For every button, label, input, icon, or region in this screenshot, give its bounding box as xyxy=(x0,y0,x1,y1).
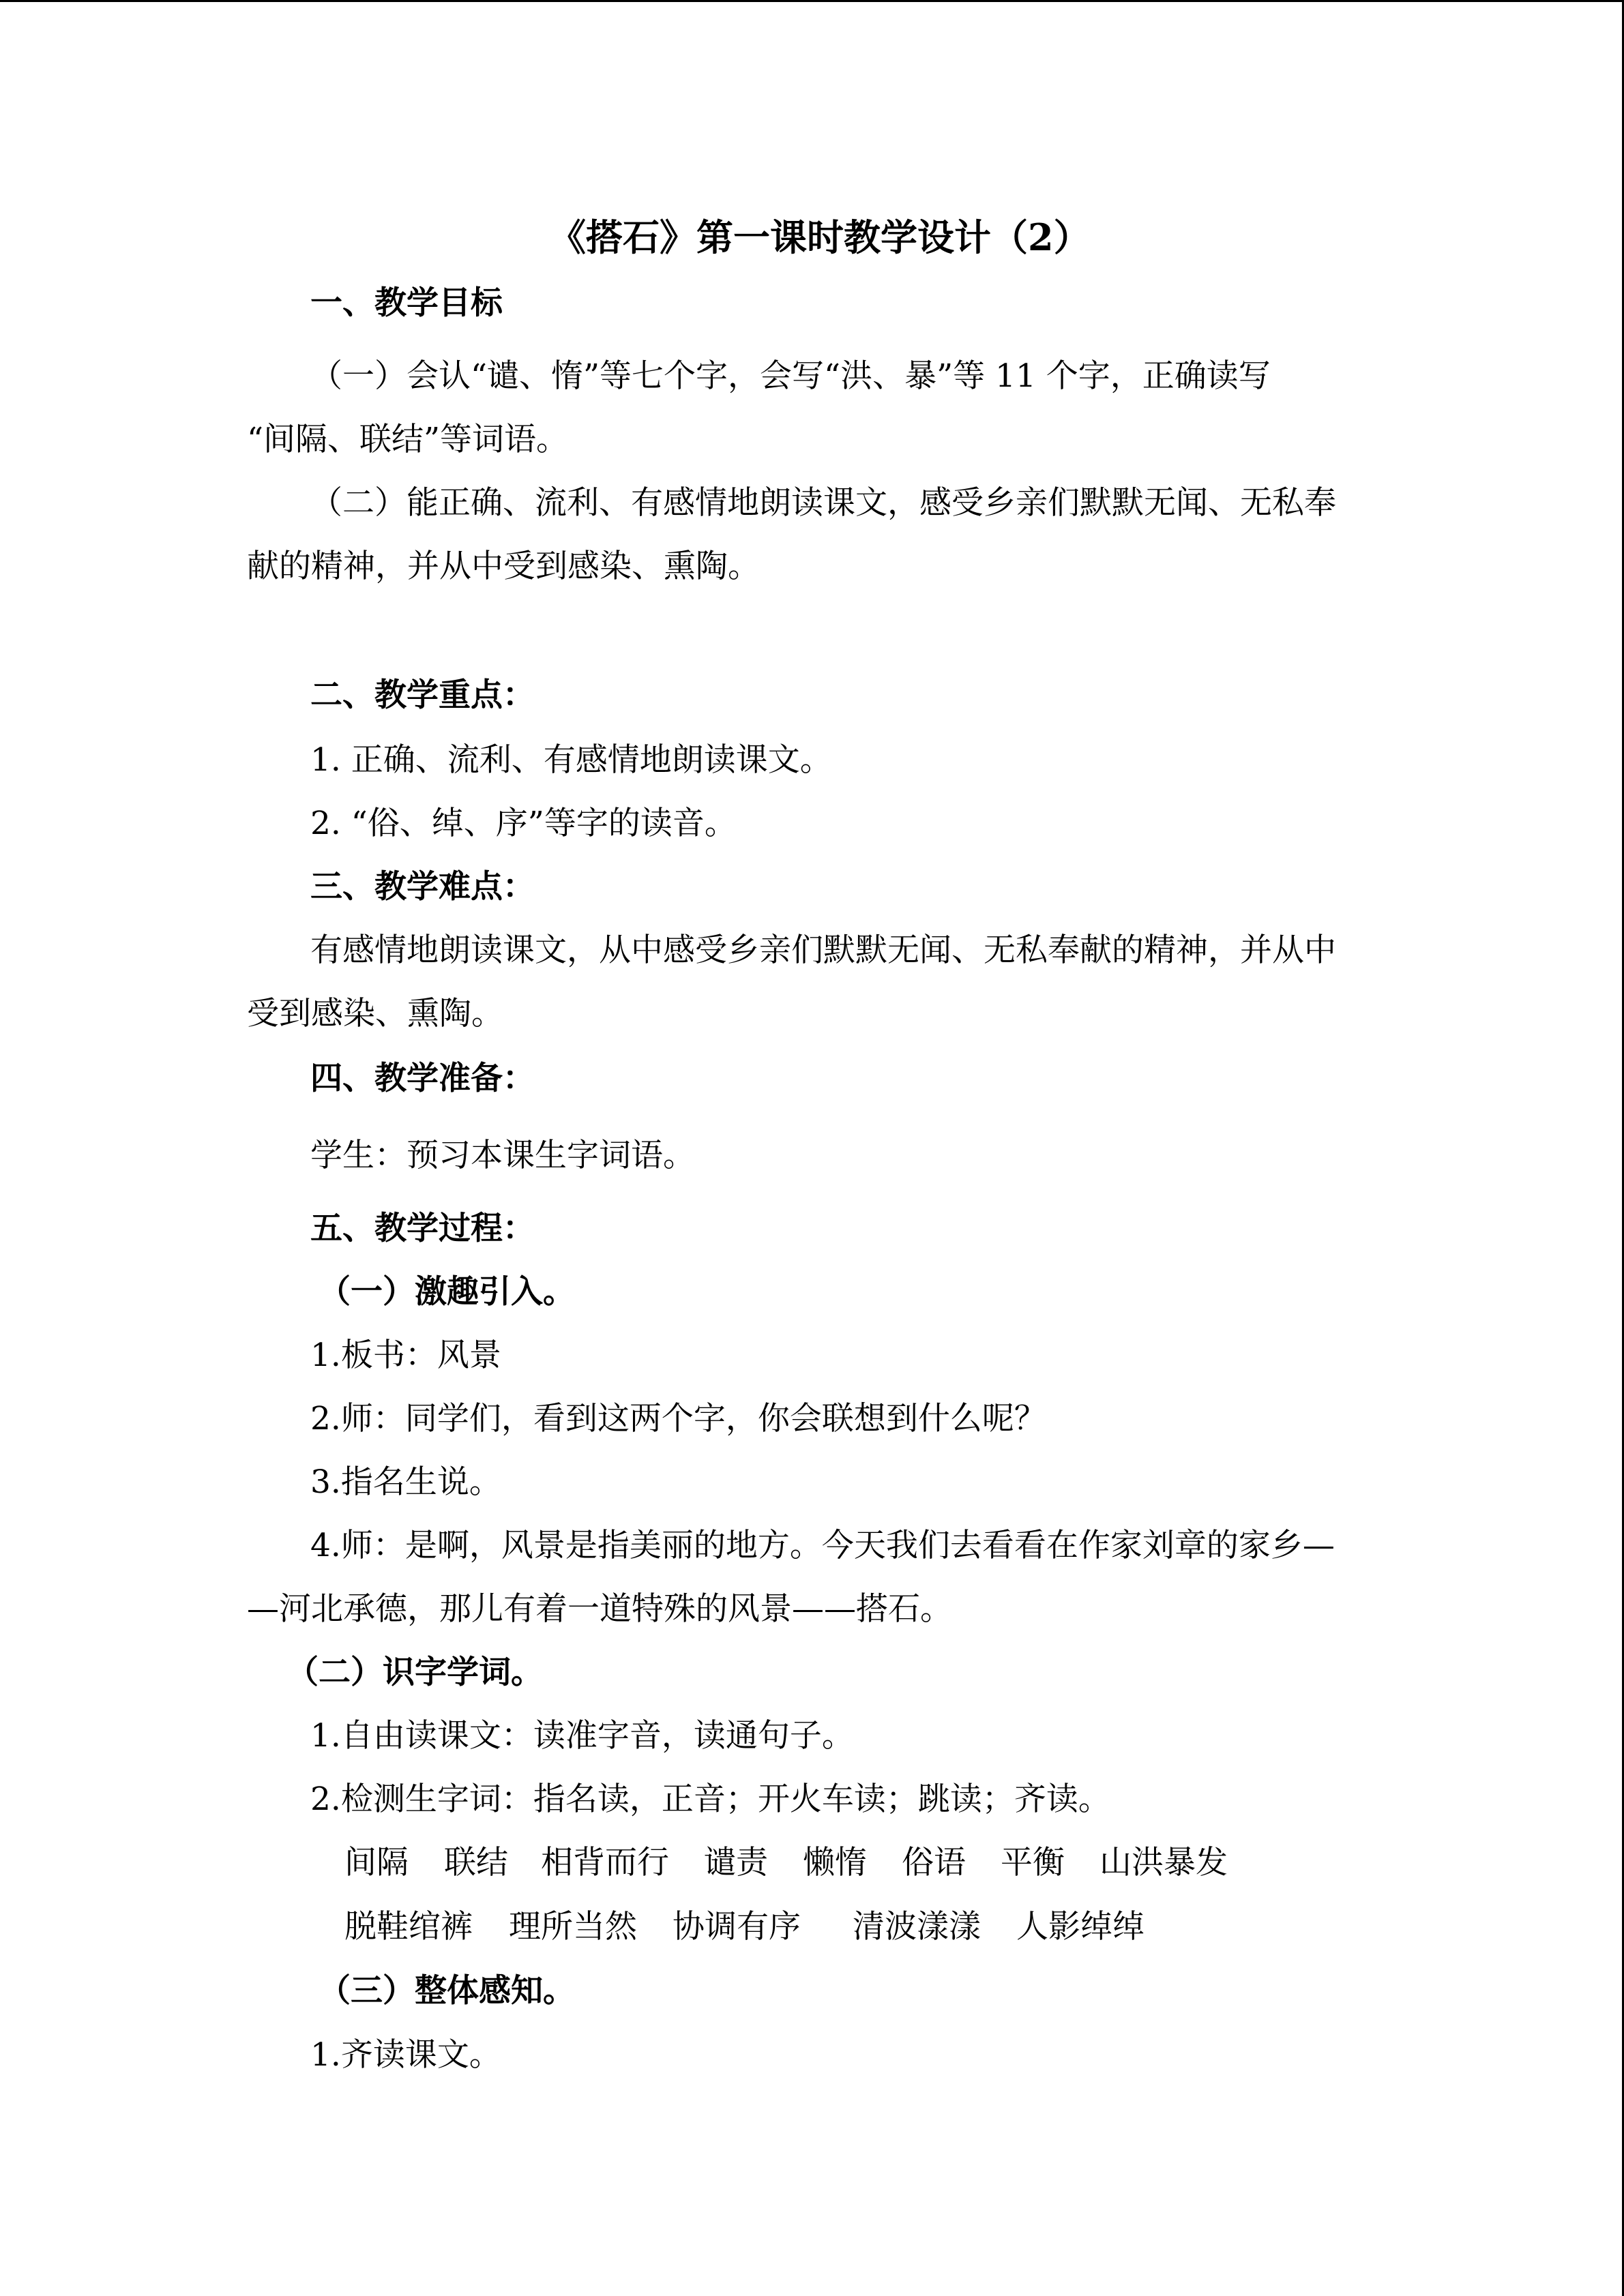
vocab-word: 协调有序 xyxy=(673,1908,801,1945)
vocab-word: 联结 xyxy=(444,1844,508,1881)
step-1-item-4-line-2: —河北承德，那儿有着一道特殊的风景——搭石。 xyxy=(247,1590,952,1628)
step-1-item-4-line-1: 4.师：是啊，风景是指美丽的地方。今天我们去看看在作家刘章的家乡— xyxy=(310,1527,1335,1564)
key-point-2: 2. “俗、绰、序”等字的读音。 xyxy=(310,805,737,842)
vocab-word: 间隔 xyxy=(344,1844,409,1881)
difficulty-line-2: 受到感染、熏陶。 xyxy=(247,995,503,1032)
document-title: 《搭石》第一课时教学设计（2） xyxy=(549,215,1091,259)
step-3-item-1: 1.齐读课文。 xyxy=(310,2036,501,2074)
process-step-3-heading: （三）整体感知。 xyxy=(319,1972,575,2010)
objective-1-line-2: “间隔、联结”等词语。 xyxy=(247,421,569,458)
step-1-item-3: 3.指名生说。 xyxy=(310,1463,501,1501)
vocab-word: 清波漾漾 xyxy=(853,1908,981,1945)
key-point-1: 1. 正确、流利、有感情地朗读课文。 xyxy=(310,741,832,779)
objective-2-line-2: 献的精神，并从中受到感染、熏陶。 xyxy=(247,548,760,585)
process-step-1-heading: （一）激趣引入。 xyxy=(319,1273,575,1311)
objective-2-line-1: （二）能正确、流利、有感情地朗读课文，感受乡亲们默默无闻、无私奉 xyxy=(310,484,1336,522)
preparation-text: 学生：预习本课生字词语。 xyxy=(310,1137,695,1174)
step-1-item-1: 1.板书：风景 xyxy=(310,1337,501,1374)
section-5-heading: 五、教学过程： xyxy=(310,1210,535,1247)
section-1-heading: 一、教学目标 xyxy=(310,284,503,322)
section-2-heading: 二、教学重点： xyxy=(310,676,535,714)
objective-1-line-1: （一）会认“谴、惰”等七个字，会写“洪、暴”等 11 个字，正确读写 xyxy=(310,357,1271,395)
vocab-word: 理所当然 xyxy=(509,1908,637,1945)
step-2-item-1: 1.自由读课文：读准字音，读通句子。 xyxy=(310,1717,854,1755)
process-step-2-heading: （二）识字学词。 xyxy=(286,1654,543,1691)
vocab-word: 相背而行 xyxy=(541,1844,669,1881)
step-2-item-2: 2.检测生字词：指名读，正音；开火车读；跳读；齐读。 xyxy=(310,1780,1110,1818)
section-4-heading: 四、教学准备： xyxy=(310,1060,535,1097)
vocab-word: 俗语 xyxy=(902,1844,966,1881)
vocab-word: 懒惰 xyxy=(803,1844,867,1881)
vocab-word: 山洪暴发 xyxy=(1099,1844,1228,1881)
difficulty-line-1: 有感情地朗读课文，从中感受乡亲们默默无闻、无私奉献的精神，并从中 xyxy=(310,931,1336,969)
vocab-word: 脱鞋绾裤 xyxy=(344,1908,473,1945)
step-1-item-2: 2.师：同学们，看到这两个字，你会联想到什么呢？ xyxy=(310,1400,1046,1437)
page-top-border xyxy=(0,0,1624,2)
vocab-word: 谴责 xyxy=(704,1844,768,1881)
vocab-word: 人影绰绰 xyxy=(1016,1908,1145,1945)
vocab-word: 平衡 xyxy=(1001,1844,1065,1881)
section-3-heading: 三、教学难点： xyxy=(310,868,535,906)
